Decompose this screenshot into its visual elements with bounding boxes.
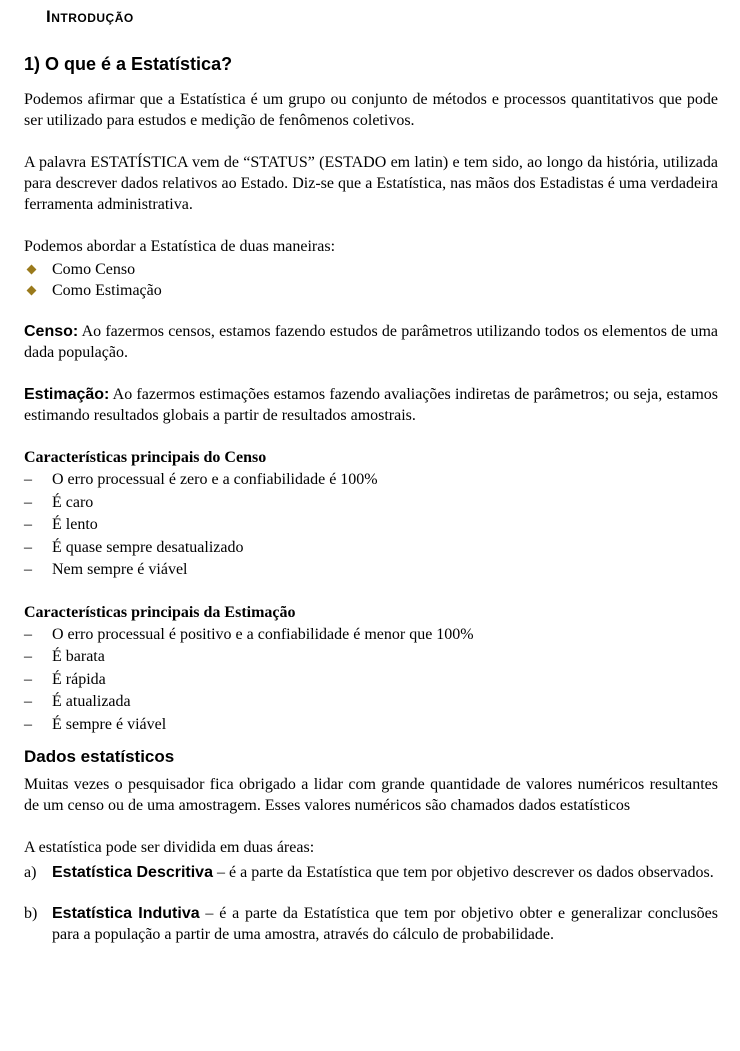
definition-paragraph: Podemos afirmar que a Estatística é um grupo ou conjunto de métodos e processos quantitativos que pode ser utilizado para estudos e medição de fenômenos coletivos. (24, 91, 718, 129)
etymology-paragraph: A palavra ESTATÍSTICA vem de “STATUS” (ESTADO em latin) e tem sido, ao longo da história, utilizada para descrever dados relativos ao Estado. Diz-se que a Estatística, nas mãos dos Estadistas é uma verdadeira ferramenta administrativa. (24, 154, 718, 213)
document-page (24, 0, 718, 945)
list-item (24, 691, 718, 714)
area-item-descritiva (24, 862, 718, 883)
list-item (24, 669, 718, 692)
area-term: Estatística Indutiva (52, 905, 200, 922)
censo-text: Ao fazermos censos, estamos fazendo estudos de parâmetros utilizando todos os elementos de uma dada população. (24, 323, 718, 361)
list-item-text: Nem sempre é viável (52, 561, 188, 578)
list-item (24, 514, 718, 537)
dash-marker: – (24, 715, 32, 733)
list-item (24, 469, 718, 492)
estimacao-text: Ao fazermos estimações estamos fazendo avaliações indiretas de parâmetros; ou seja, estamos estimando resultados globais a partir de resultados amostrais. (24, 386, 718, 424)
dash-marker: – (24, 471, 32, 488)
list-item (24, 714, 718, 737)
area-item-indutiva (24, 903, 718, 945)
list-item-text: É caro (52, 493, 94, 511)
approaches-intro: Podemos abordar a Estatística de duas maneiras: (24, 238, 336, 255)
estimacao-term: Estimação: (24, 386, 110, 403)
list-item (24, 280, 718, 301)
dash-marker: – (24, 670, 32, 688)
estimacao-definition (24, 384, 718, 426)
dash-marker: – (24, 516, 32, 533)
area-description: – é a parte da Estatística que tem por objetivo descrever os dados observados. (212, 864, 714, 881)
list-item-text: O erro processual é zero e a confiabilidade é 100% (52, 471, 378, 488)
area-text (52, 862, 718, 883)
list-item-text: É sempre é viável (52, 715, 167, 733)
list-item-text: É rápida (52, 670, 106, 688)
dash-marker: – (24, 693, 32, 710)
dash-marker: – (24, 648, 32, 665)
list-item-text: É lento (52, 516, 98, 533)
list-item-label: Como Censo (52, 261, 136, 278)
list-item (24, 559, 718, 582)
censo-term: Censo: (24, 323, 79, 340)
list-item-text: É atualizada (52, 693, 131, 710)
list-item-text: É quase sempre desatualizado (52, 538, 244, 556)
list-item (24, 646, 718, 669)
diamond-bullet-icon (27, 286, 37, 296)
area-text (52, 903, 718, 945)
area-term: Estatística Descritiva (52, 864, 213, 881)
estimacao-features-list (24, 624, 718, 737)
section-title: Introdução (46, 7, 134, 26)
list-item-text: É barata (52, 648, 105, 665)
dash-marker: – (24, 493, 32, 511)
list-item (24, 492, 718, 515)
list-item (24, 537, 718, 560)
area-description: – é a parte da Estatística que tem por objetivo obter e generalizar conclusões para a população a partir de uma amostra, através do cálculo de probabilidade. (52, 905, 718, 943)
area-marker: b) (24, 905, 38, 922)
dash-marker: – (24, 561, 32, 578)
estimacao-features-title: Características principais da Estimação (24, 603, 296, 621)
dados-heading: Dados estatísticos (24, 747, 175, 766)
dash-marker: – (24, 625, 32, 643)
dash-marker: – (24, 538, 32, 556)
list-item-label: Como Estimação (52, 282, 162, 299)
list-item (24, 624, 718, 647)
dados-paragraph: Muitas vezes o pesquisador fica obrigado a lidar com grande quantidade de valores numéricos resultantes de um censo ou de uma amostragem. Esses valores numéricos são chamados dados estatísticos (24, 776, 718, 814)
censo-features-title: Características principais do Censo (24, 449, 267, 466)
approaches-list (24, 259, 718, 301)
censo-features-list (24, 469, 718, 582)
question-heading: 1) O que é a Estatística? (24, 54, 233, 74)
areas-intro: A estatística pode ser dividida em duas áreas: (24, 839, 315, 856)
list-item-text: O erro processual é positivo e a confiabilidade é menor que 100% (52, 625, 474, 643)
area-marker: a) (24, 864, 37, 881)
list-item (24, 259, 718, 280)
censo-definition (24, 321, 718, 363)
diamond-bullet-icon (27, 265, 37, 275)
